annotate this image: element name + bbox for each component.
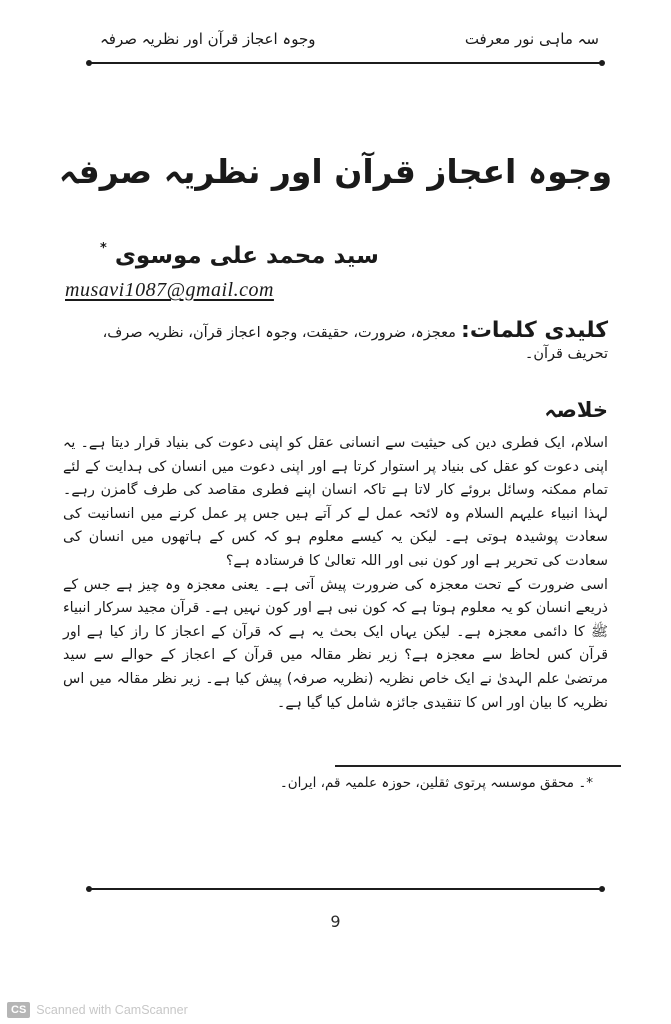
camscanner-label: Scanned with CamScanner	[36, 1003, 188, 1017]
running-title: وجوہ اعجاز قرآن اور نظریہ صرفہ	[100, 30, 316, 48]
author-name	[100, 243, 379, 269]
journal-name: سہ ماہی نور معرفت	[464, 30, 599, 48]
page-number: 9	[330, 912, 341, 931]
camscanner-watermark	[7, 1002, 188, 1018]
author-email: musavi1087@gmail.com	[65, 279, 274, 301]
keywords-label: کلیدی کلمات:	[461, 318, 608, 343]
keywords-text: معجزہ، ضرورت، حقیقت، وجوہ اعجاز قرآن، نظریہ صرف، تحریف قرآن۔	[102, 325, 608, 362]
footer-rule	[88, 888, 603, 890]
footnote-text: *۔ محقق موسسہ پرتوی ثقلین، حوزہ علمیہ قم، ایران۔	[279, 774, 593, 791]
keywords-line	[63, 318, 608, 362]
header-rule	[88, 62, 603, 64]
article-title: وجوہ اعجاز قرآن اور نظریہ صرفہ	[58, 152, 613, 191]
abstract-body	[63, 432, 608, 715]
abstract-heading: خلاصہ	[544, 398, 608, 422]
abstract-paragraph-1: اسلام، ایک فطری دین کی حیثیت سے انسانی عقل کو اپنی دعوت کی بنیاد قرار دیتا ہے۔ یہ اپنی دعوت کو عقل کی بنیاد پر استوار کرتا ہے اور اپنی دعوت میں انسان کی ہدایت کے لئے تمام ممکنہ وسائل بروئے کار لاتا ہے تاکہ انسان اپنے فطری مقاصد کی طرف گامزن رہے۔ لہذا انبیاء علیہم السلام وہ لائحہ عمل لے کر آتے ہیں جس پر عمل کرنے میں انسانیت کی سعادت پوشیدہ ہوتی ہے۔ لیکن یہ کیسے معلوم ہو کہ کس کے ہاتھوں میں انسان کی سعادت کی تحریر ہے اور کون نبی اور اللہ تعالیٰ کا فرستادہ ہے؟	[63, 435, 608, 569]
running-header	[0, 0, 671, 48]
abstract-paragraph-2: اسی ضرورت کے تحت معجزہ کی ضرورت پیش آتی ہے۔ یعنی معجزہ وہ چیز ہے جس کے ذریعے انسان کو یہ معلوم ہوتا ہے کہ کون نبی ہے اور کون نہیں ہے۔ قرآن مجید سرکار انبیاء ﷺ کا دائمی معجزہ ہے۔ لیکن یہاں ایک بحث یہ ہے کہ قرآن کے اعجاز کا راز کیا ہے اور قرآن کس لحاظ سے معجزہ ہے؟ زیر نظر مقالہ میں قرآن کے اعجاز کے حوالے سے سید مرتضیٰ علم الہدیٰ نے ایک خاص نظریہ (نظریہ صرفہ) پیش کیا ہے۔ زیر نظر مقالہ میں اس نظریہ کا بیان اور اس کا تنقیدی جائزہ شامل کیا گیا ہے۔	[63, 576, 608, 711]
camscanner-icon: CS	[7, 1002, 30, 1018]
author-name-text: سید محمد علی موسوی	[114, 243, 379, 269]
footnote-rule	[335, 765, 621, 767]
author-footnote-marker: *	[100, 241, 107, 257]
